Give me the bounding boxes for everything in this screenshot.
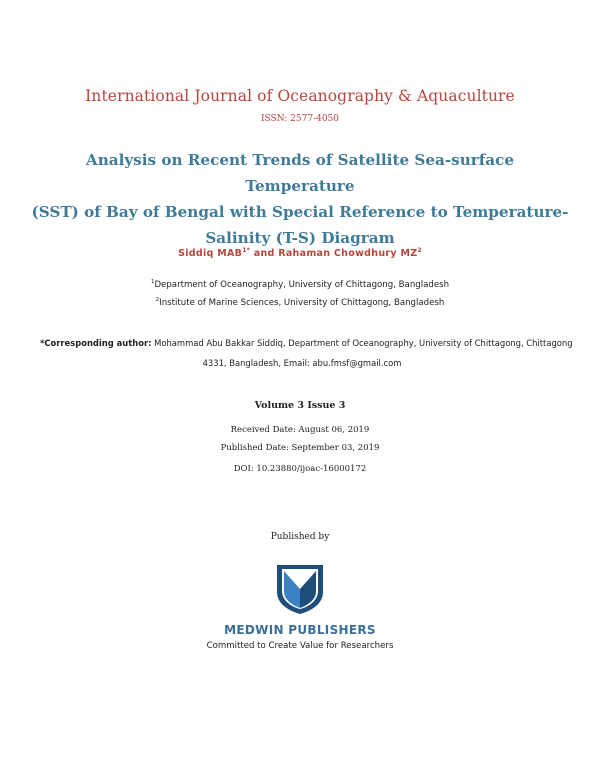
corresponding-label: *Corresponding author: bbox=[40, 338, 152, 348]
published-by-label: Published by bbox=[270, 532, 330, 542]
issn: ISSN: 2577-4050 bbox=[260, 114, 340, 124]
affiliation-2 bbox=[0, 297, 600, 308]
corresponding-line-1 bbox=[40, 333, 573, 353]
journal-name: International Journal of Oceanography & Aquaculture bbox=[85, 87, 515, 105]
author-joiner: and bbox=[250, 248, 279, 260]
corresponding-author bbox=[40, 333, 573, 373]
article-title-line-3: Salinity (T-S) Diagram bbox=[205, 229, 395, 247]
affiliation-2-text: Institute of Marine Sciences, University of Chittagong, Bangladesh bbox=[159, 297, 445, 308]
doi: DOI: 10.23880/ijoac-16000172 bbox=[233, 464, 367, 474]
publisher-tagline: Committed to Create Value for Researchers bbox=[206, 641, 394, 651]
article-title-line-2: (SST) of Bay of Bengal with Special Reference to Temperature- bbox=[31, 203, 569, 221]
author-1-affiliation-mark: 1* bbox=[242, 247, 251, 254]
affiliation-1 bbox=[0, 279, 600, 290]
author-2-affiliation-mark: 2 bbox=[417, 247, 422, 254]
author-2-name: Rahaman Chowdhury MZ bbox=[278, 248, 418, 260]
affiliation-1-mark: 1 bbox=[150, 279, 155, 285]
article-title-line-1: Analysis on Recent Trends of Satellite Sea-surface Temperature bbox=[85, 151, 515, 195]
publisher-name: MEDWIN PUBLISHERS bbox=[224, 623, 376, 637]
volume-issue: Volume 3 Issue 3 bbox=[254, 400, 346, 411]
corresponding-text-2: 4331, Bangladesh, Email: abu.fmsf@gmail.com bbox=[202, 358, 402, 368]
article-title bbox=[30, 147, 570, 251]
medwin-shield-logo-icon bbox=[275, 562, 325, 614]
affiliation-1-text: Department of Oceanography, University of Chittagong, Bangladesh bbox=[154, 279, 450, 290]
affiliation-2-mark: 2 bbox=[155, 297, 160, 303]
author-list bbox=[0, 247, 600, 259]
published-date: Published Date: September 03, 2019 bbox=[220, 443, 380, 453]
received-date: Received Date: August 06, 2019 bbox=[230, 425, 370, 435]
corresponding-text-1: Mohammad Abu Bakkar Siddiq, Department of Oceanography, University of Chittagong, Chittagong bbox=[151, 338, 573, 348]
author-1-name: Siddiq MAB bbox=[178, 248, 243, 260]
